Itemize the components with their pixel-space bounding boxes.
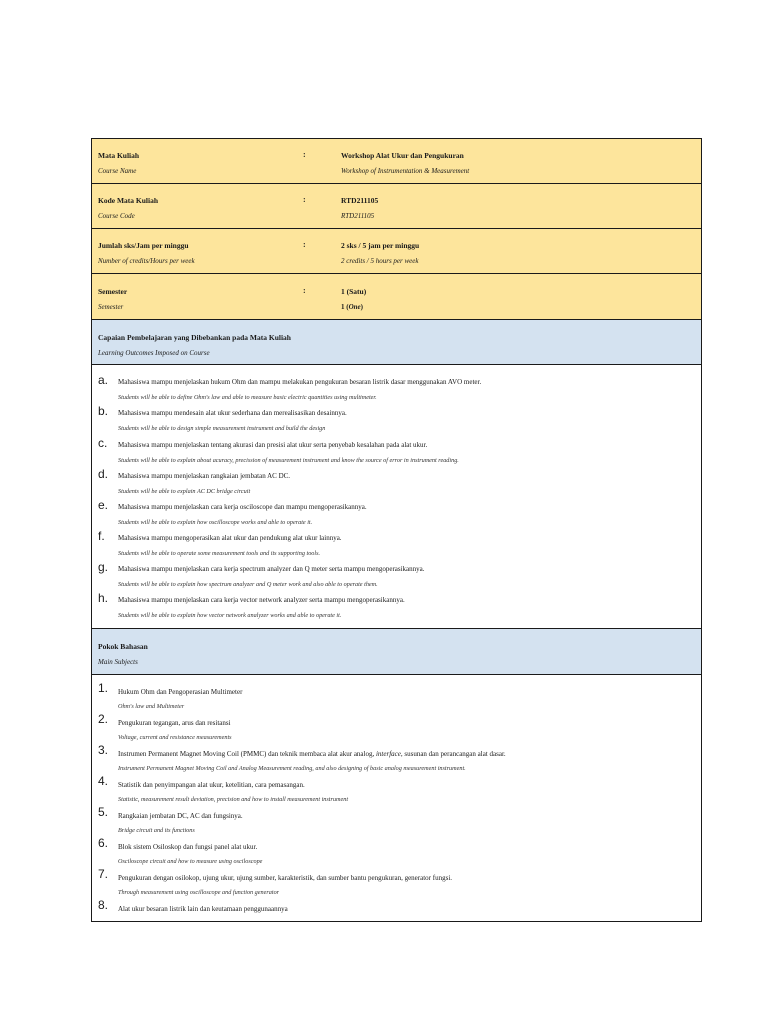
main-subjects-header bbox=[92, 629, 701, 675]
main-subjects-list: 1. Hukum Ohm dan Pengoperasian Multimeter Ohm's law and Multimeter 2. Pengukuran tegangan, arus dan resitansi Voltage, current and resistance measurements 3. Instrumen Permanent Magnet Moving Coil (PMMC) dan teknik membaca alat akur analog, interface, susunan dan perancangan alat dasar. Instrument Permanent Magnet Moving Coil and Analog Measurement reading, and also designing of basic analog measurement instrument. 4. Statistik dan penyimpangan alat ukur, ketelitian, cara pemasangan. Statistic, measurement result deviation, precision and how to install measurement instrument 5. Rangkaian jembatan DC, AC dan fungsinya. Bridge circuit and its functions 6. Blok sistem Osiloskop dan fungsi panel alat ukur. Osciloscope circuit and how to measure using osciloscope 7. Pengukuran dengan osilokop, ujung ukur, ujung sumber, karakteristik, dan sumber bantu pengukuran, generator fungsi. Through measurement using oscilloscope and function generator 8. Alat ukur besaran listrik lain dan keutamaan penggunaannya bbox=[98, 681, 506, 913]
course-code-label-en: Course Code bbox=[98, 212, 135, 220]
semester-value-en: 1 (One) bbox=[341, 303, 363, 311]
semester-value: 1 (Satu) bbox=[341, 287, 367, 296]
learning-outcomes-list: a. Mahasiswa mampu menjelaskan hukum Ohm dan mampu melakukan pengukuran besaran listrik dasar menggunakan AVO meter. Students will be able to define Ohm's law and able to measure basic electric quantities using multimeter. b. Mahasiswa mampu mendesain alat ukur sederhana dan merealisasikan desainnya. Students will be able to design simple measurement instrument and build the design c. Mahasiswa mampu menjelaskan tentang akurasi dan presisi alat ukur serta penyebab kesalahan pada alat ukur. Students will be able to explain about acuracy, precission of measurement instrument and know the source of error in instrument reading. d. Mahasiswa mampu menjelaskan rangkaian jembatan AC DC. Students will be able to explain AC DC bridge circuit e. Mahasiswa mampu menjelaskan cara kerja osciloscope dan mampu mengoperasikannya. Students will be able to explain how oscilloscope works and able to operate it. f. Mahasiswa mampu mengoperasikan alat ukur dan pendukung alat ukur lainnya. Students will be able to operate some measurement tools and its supporting tools. g. Mahasiswa mampu menjelaskan cara kerja spectrum analyzer dan Q meter serta mampu mengoperasikannya. Students will be able to explain how spectrum analyzer and Q meter work and also able to operate them. h. Mahasiswa mampu menjelaskan cara kerja vector network analyzer serta mampu mengoperasikannya. Students will be able to explain how vector network analyzer works and able to operate it. bbox=[92, 365, 701, 629]
credits-label-en: Number of credits/Hours per week bbox=[98, 257, 195, 265]
course-code-row bbox=[92, 184, 701, 229]
colon: : bbox=[303, 286, 306, 295]
course-name-label-en: Course Name bbox=[98, 167, 137, 175]
semester-label: Semester bbox=[98, 287, 128, 296]
credits-row bbox=[92, 229, 701, 274]
credits-value: 2 sks / 5 jam per minggu bbox=[341, 241, 420, 250]
learning-outcomes-title: Capaian Pembelajaran yang Dibebankan pada Mata Kuliah bbox=[98, 333, 291, 342]
learning-outcomes-subtitle: Learning Outcomes Imposed on Course bbox=[98, 349, 210, 357]
main-subjects-title: Pokok Bahasan bbox=[98, 642, 148, 651]
course-description-table bbox=[91, 138, 702, 922]
course-name-row bbox=[92, 139, 701, 184]
course-name-value: Workshop Alat Ukur dan Pengukuran bbox=[341, 151, 464, 160]
credits-value-en: 2 credits / 5 hours per week bbox=[341, 257, 419, 265]
course-code-value: RTD211105 bbox=[341, 196, 379, 205]
semester-row bbox=[92, 274, 701, 320]
credits-label: Jumlah sks/Jam per minggu bbox=[98, 241, 189, 250]
course-name-value-en: Workshop of Instrumentation & Measurement bbox=[341, 167, 470, 175]
colon: : bbox=[303, 150, 306, 159]
course-code-value-en: RTD211105 bbox=[341, 212, 375, 220]
main-subjects-subtitle: Main Subjects bbox=[98, 658, 138, 666]
course-name-label: Mata Kuliah bbox=[98, 151, 140, 160]
colon: : bbox=[303, 195, 306, 204]
learning-outcomes-header bbox=[92, 320, 701, 365]
semester-label-en: Semester bbox=[98, 303, 124, 311]
course-code-label: Kode Mata Kuliah bbox=[98, 196, 159, 205]
colon: : bbox=[303, 240, 306, 249]
